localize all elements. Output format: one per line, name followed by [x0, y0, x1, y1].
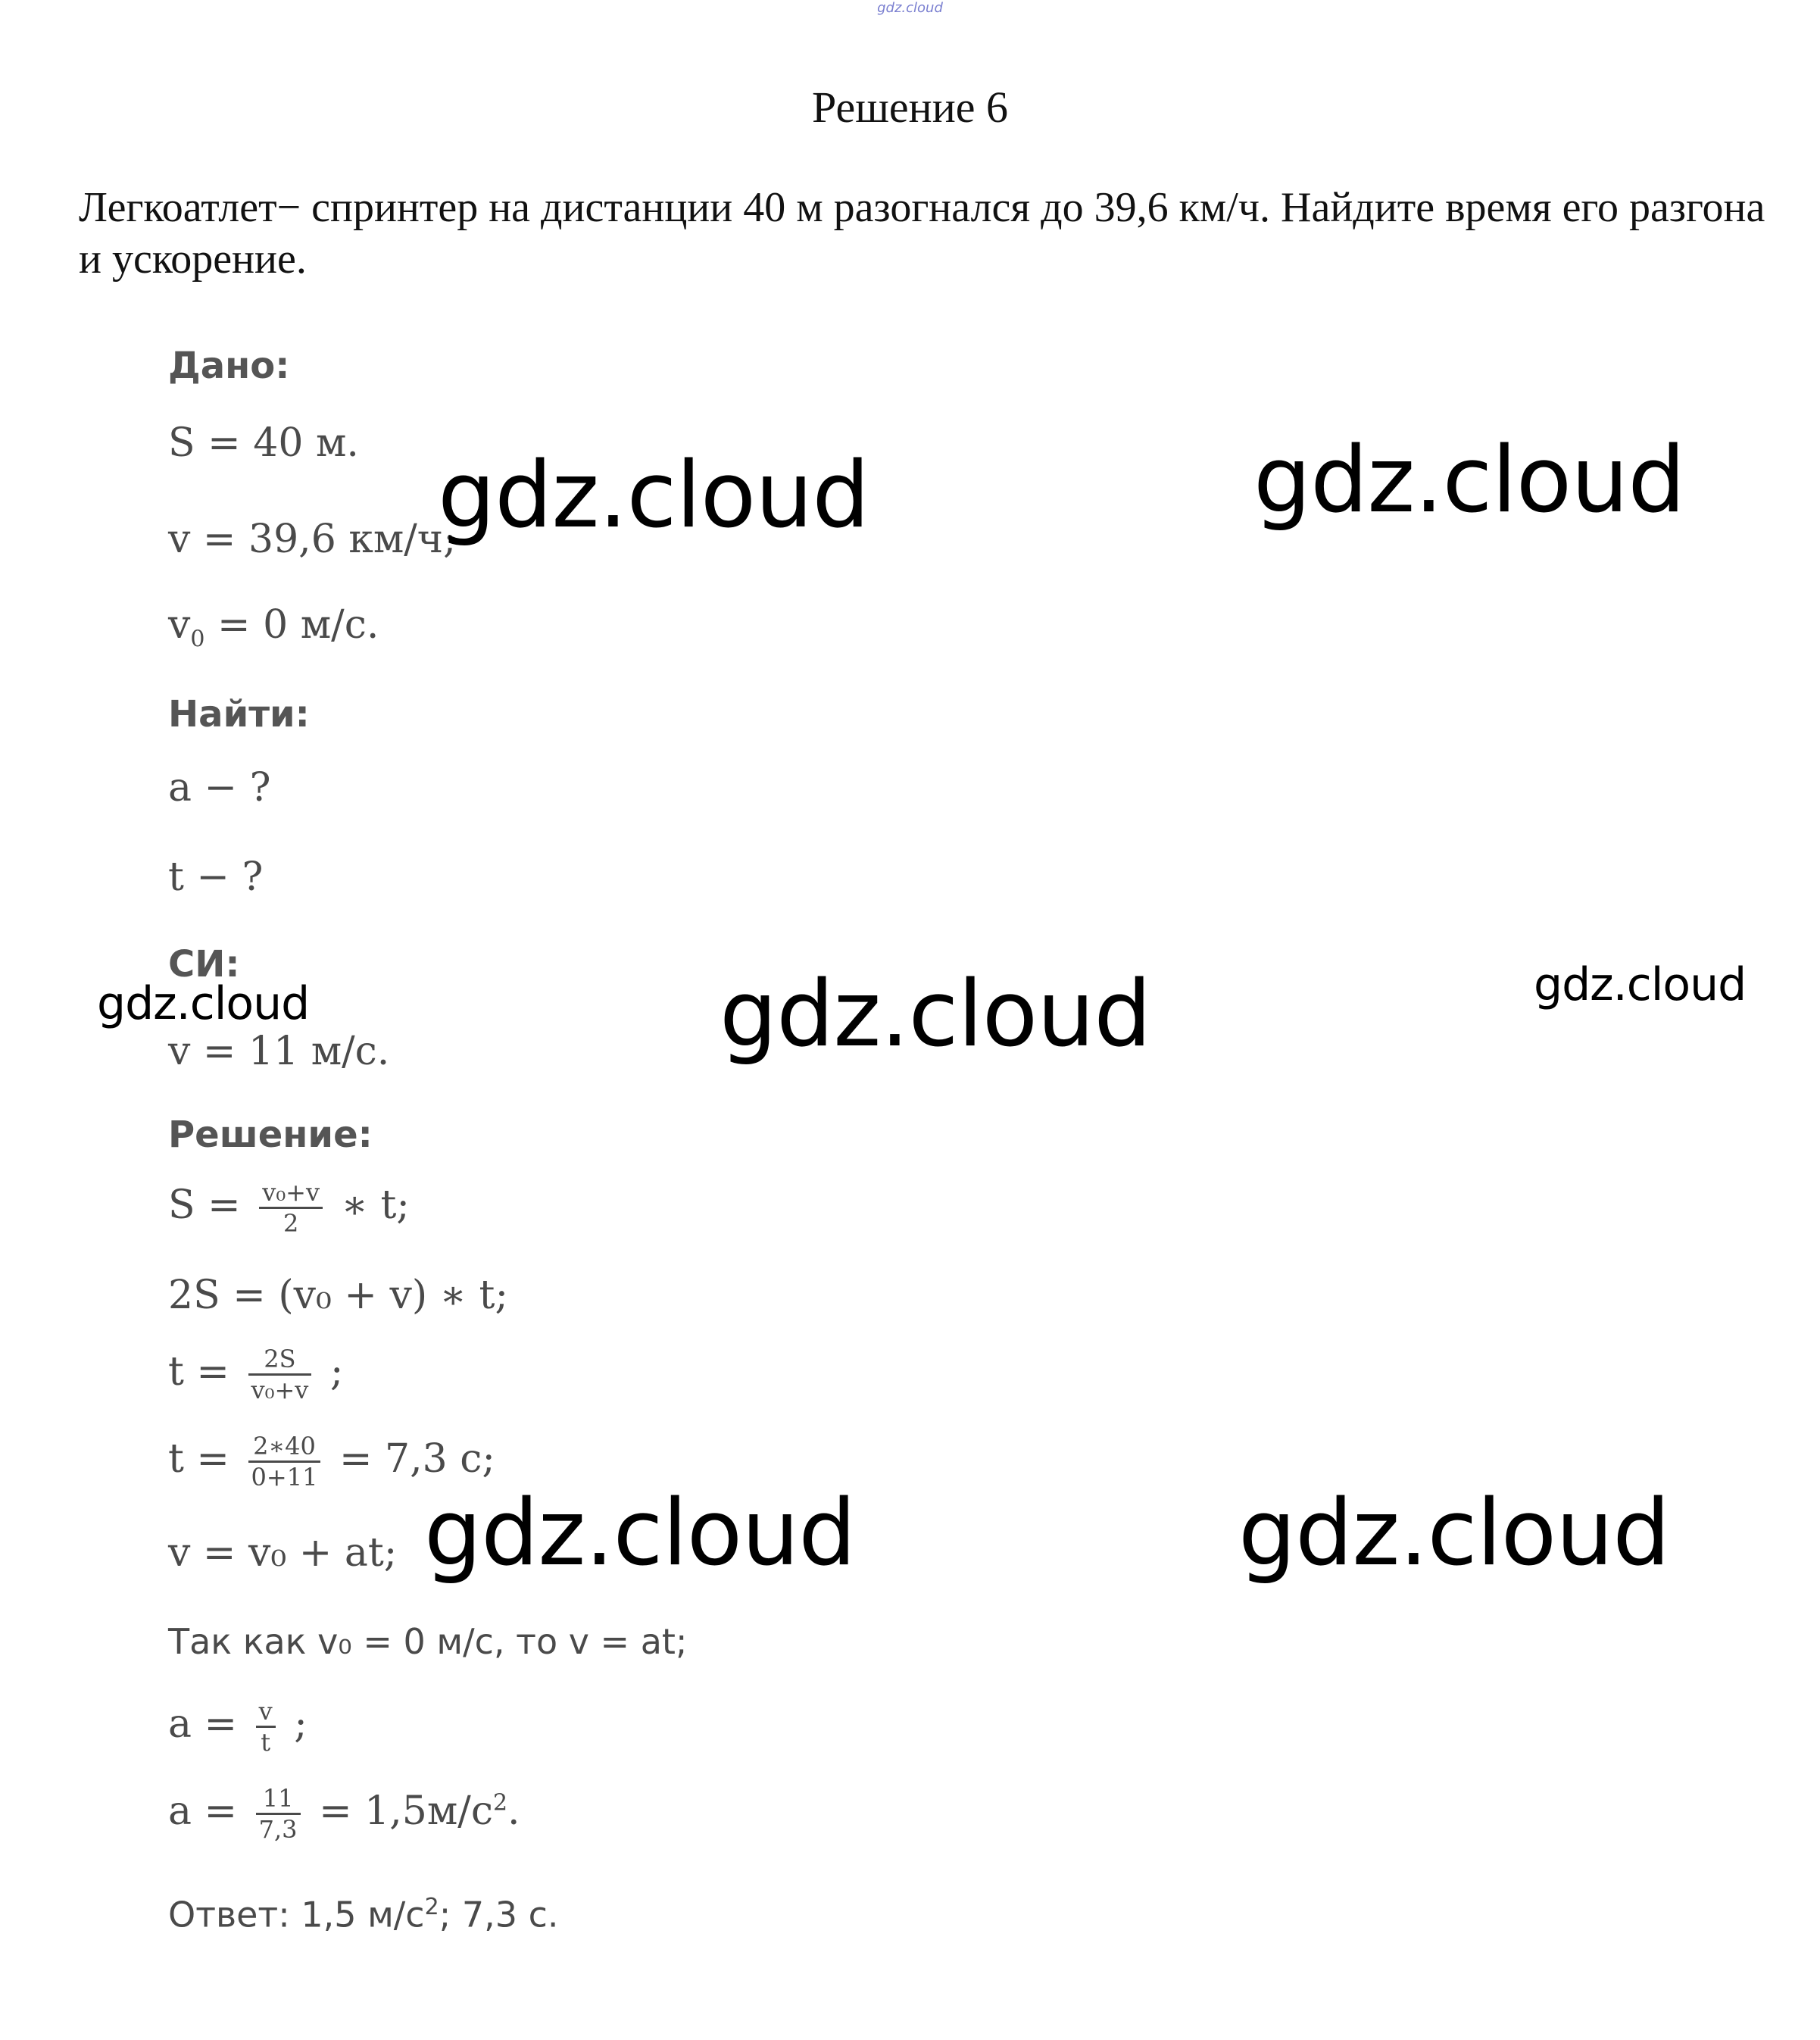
- formula-v: v = v₀ + at;: [168, 1530, 398, 1576]
- formula-t: [168, 1345, 343, 1404]
- fraction-denominator: 0+11: [251, 1463, 318, 1492]
- formula-2s: 2S = (v₀ + v) ∗ t;: [168, 1273, 508, 1318]
- fraction-numerator: v₀+v: [259, 1178, 323, 1209]
- fraction-numerator: 2∗40: [248, 1432, 321, 1463]
- given-v0-base: v: [168, 602, 191, 648]
- fraction-numerator: 11: [256, 1784, 301, 1815]
- formula-a-fraction: [256, 1697, 276, 1757]
- formula-t-value-right: = 7,3 с;: [339, 1436, 495, 1482]
- given-v: v = 39,6 км/ч;: [168, 517, 457, 562]
- formula-s-fraction: [259, 1178, 323, 1238]
- fraction-numerator: 2S: [248, 1345, 312, 1376]
- formula-a: [168, 1697, 307, 1757]
- answer-sup: 2: [424, 1894, 439, 1920]
- formula-a-right: ;: [294, 1701, 307, 1747]
- fraction-numerator: v: [256, 1697, 276, 1728]
- given-v0: [168, 602, 379, 652]
- watermark: gdz.cloud: [1534, 958, 1747, 1011]
- formula-a-value-right: = 1,5м/с: [319, 1789, 493, 1834]
- top-watermark: gdz.cloud: [877, 0, 943, 16]
- formula-t-value-left: t =: [168, 1436, 229, 1482]
- fraction-denominator: t: [261, 1728, 271, 1757]
- formula-s-right: ∗ t;: [341, 1182, 410, 1228]
- watermark: gdz.cloud: [720, 962, 1151, 1067]
- given-heading: Дано:: [168, 345, 290, 387]
- answer-main: Ответ: 1,5 м/с: [168, 1894, 425, 1935]
- si-v: v = 11 м/с.: [168, 1029, 390, 1074]
- formula-a-left: a =: [168, 1701, 238, 1747]
- formula-condition: Так как v₀ = 0 м/с, то v = at;: [168, 1621, 688, 1662]
- watermark: gdz.cloud: [424, 1481, 856, 1586]
- problem-statement: Легкоатлет− спринтер на дистанции 40 м разогнался до 39,6 км/ч. Найдите время его разгона и ускорение.: [79, 184, 1765, 283]
- formula-t-left: t =: [168, 1349, 229, 1395]
- fraction-denominator: 2: [283, 1209, 299, 1238]
- find-t: t − ?: [168, 854, 264, 900]
- solution-heading: Решение:: [168, 1114, 373, 1156]
- formula-t-value-fraction: [248, 1432, 321, 1492]
- given-s: S = 40 м.: [168, 420, 359, 466]
- formula-s-left: S =: [168, 1182, 241, 1228]
- si-heading: СИ:: [168, 943, 240, 986]
- formula-t-fraction: [248, 1345, 312, 1404]
- watermark: gdz.cloud: [438, 443, 869, 548]
- page-title: Решение 6: [812, 83, 1008, 132]
- answer: [168, 1894, 559, 1935]
- find-heading: Найти:: [168, 693, 310, 736]
- fraction-denominator: 7,3: [258, 1815, 298, 1844]
- formula-s: [168, 1178, 410, 1238]
- formula-a-value-end: .: [507, 1789, 520, 1834]
- watermark: gdz.cloud: [97, 977, 310, 1030]
- answer-end: ; 7,3 с.: [439, 1894, 559, 1935]
- find-a: a − ?: [168, 765, 271, 811]
- watermark: gdz.cloud: [1253, 428, 1685, 533]
- formula-a-value: [168, 1784, 520, 1844]
- formula-a-value-left: a =: [168, 1789, 238, 1834]
- formula-a-value-fraction: [256, 1784, 301, 1844]
- watermark: gdz.cloud: [1238, 1481, 1670, 1586]
- formula-a-value-sup: 2: [492, 1789, 508, 1817]
- given-v0-sub: 0: [190, 626, 205, 653]
- formula-t-right: ;: [329, 1349, 344, 1395]
- given-v0-rest: = 0 м/с.: [204, 602, 379, 648]
- fraction-denominator: v₀+v: [251, 1376, 309, 1404]
